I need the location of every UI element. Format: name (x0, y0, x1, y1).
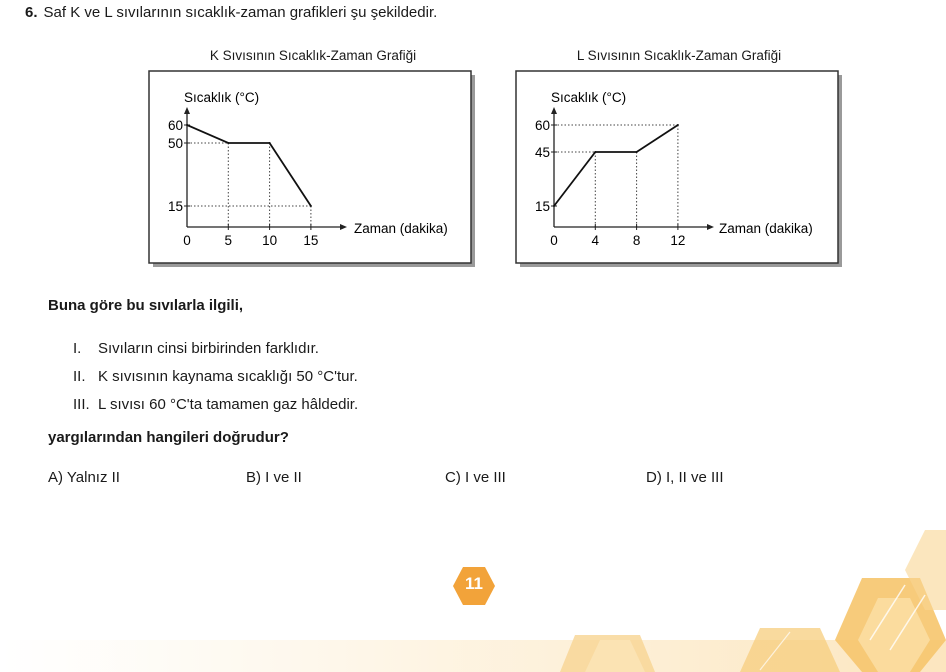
chart-l-data-point (553, 205, 555, 207)
chart-k-title: K Sıvısının Sıcaklık-Zaman Grafiği (209, 48, 417, 63)
chart-k-data-point (310, 205, 312, 207)
chart-l (515, 70, 845, 270)
chart-k-y-tick-label: 15 (167, 199, 183, 214)
statement-1-text: Sıvıların cinsi birbirinden farklıdır. (98, 340, 319, 357)
chart-l-x-tick-label: 4 (591, 233, 600, 248)
statement-3-text: L sıvısı 60 °C'ta tamamen gaz hâldedir. (98, 396, 359, 413)
chart-k-x-tick-label: 0 (183, 233, 191, 248)
chart-l-xlabel: Zaman (dakika) (719, 221, 813, 236)
chart-l-data-point (677, 124, 679, 126)
chart-k-y-tick-label: 60 (167, 118, 183, 133)
chart-k-x-tick-label: 10 (262, 233, 278, 248)
statement-1 (73, 340, 319, 357)
statement-1-roman: I. (73, 340, 82, 357)
statement-2-text: K sıvısının kaynama sıcaklığı 50 °C'tur. (98, 368, 358, 385)
chart-l-x-tick-label: 8 (632, 233, 641, 248)
chart-k-data-point (227, 142, 229, 144)
chart-k (148, 70, 478, 270)
option-c[interactable]: C) I ve III (445, 469, 506, 486)
statement-2-roman: II. (73, 368, 86, 385)
page-number: 11 (465, 574, 483, 593)
chart-k-x-tick-label: 5 (224, 233, 233, 248)
question-prompt: yargılarından hangileri doğrudur? (48, 429, 289, 446)
chart-l-data-point (594, 151, 596, 153)
question-number: 6. (25, 4, 38, 21)
intro-text: Buna göre bu sıvılarla ilgili, (48, 297, 244, 314)
question-text: Saf K ve L sıvılarının sıcaklık-zaman grafikleri şu şekildedir. (43, 4, 438, 21)
chart-k-x-tick-label: 15 (303, 233, 319, 248)
chart-l-data-point (636, 151, 638, 153)
chart-k-ylabel: Sıcaklık (°C) (184, 90, 260, 105)
chart-k-xlabel: Zaman (dakika) (354, 221, 448, 236)
chart-l-ylabel: Sıcaklık (°C) (551, 90, 627, 105)
statement-3 (73, 396, 358, 413)
chart-l-title: L Sıvısının Sıcaklık-Zaman Grafiği (576, 48, 782, 63)
chart-k-data-point (186, 124, 188, 126)
chart-l-y-tick-label: 60 (534, 118, 550, 133)
chart-k-y-tick-label: 50 (167, 136, 183, 151)
chart-l-x-tick-label: 0 (550, 233, 558, 248)
chart-l-y-tick-label: 15 (534, 199, 550, 214)
chart-k-data-point (269, 142, 271, 144)
chart-l-y-tick-label: 45 (534, 145, 550, 160)
chart-l-x-tick-label: 12 (670, 233, 686, 248)
statement-2 (73, 368, 358, 385)
option-a[interactable]: A) Yalnız II (48, 469, 120, 486)
statement-3-roman: III. (73, 396, 90, 413)
question-header (25, 4, 437, 21)
option-d[interactable]: D) I, II ve III (646, 469, 724, 486)
option-b[interactable]: B) I ve II (246, 469, 302, 486)
